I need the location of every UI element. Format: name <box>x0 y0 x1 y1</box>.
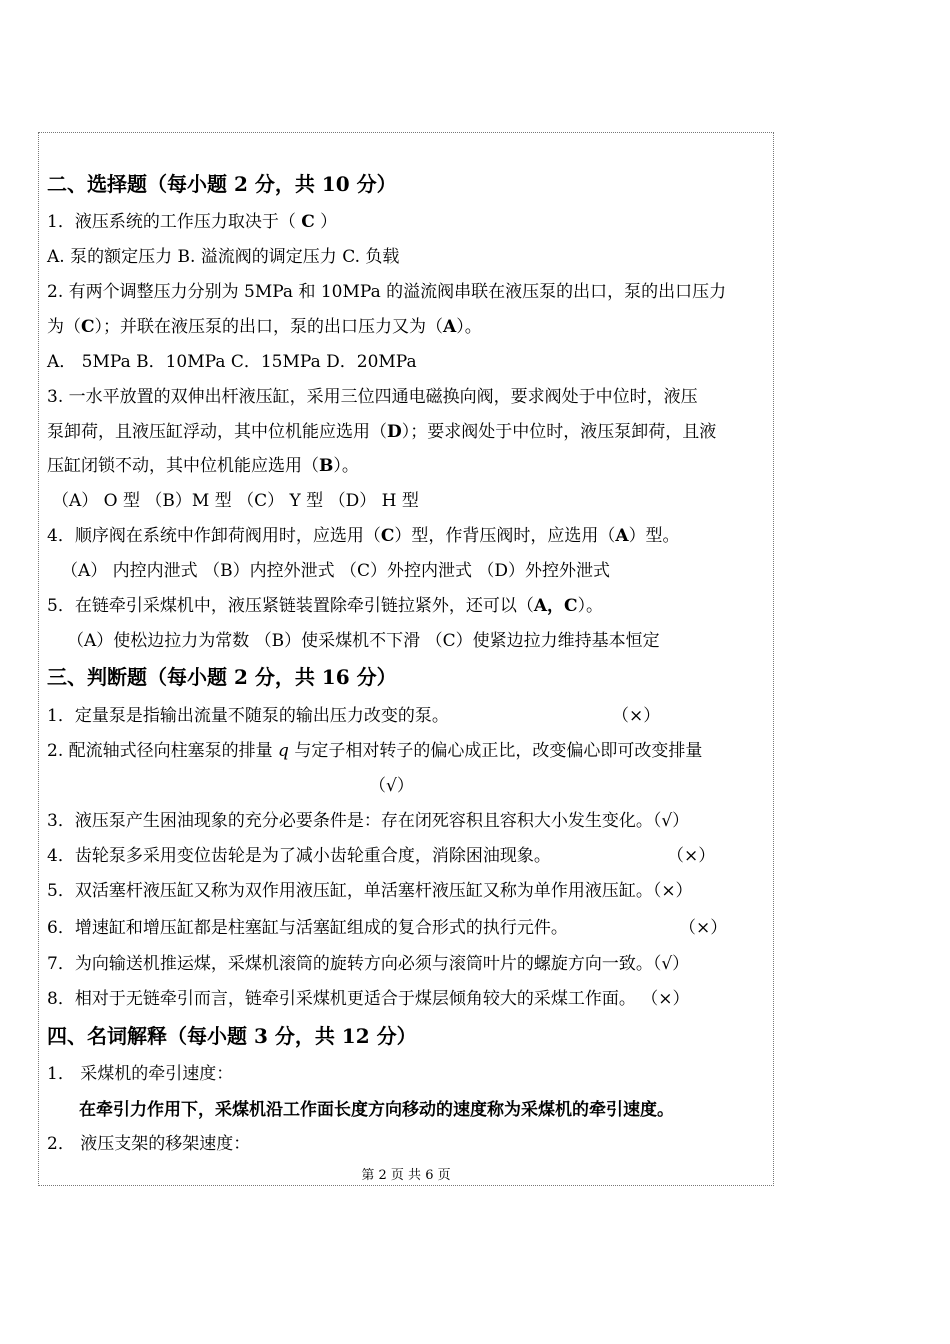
judge-q1-text: 1．定量泵是指输出流量不随泵的输出压力改变的泵。 <box>47 706 449 726</box>
choice-q3-options: （A） O 型 （B）M 型 （C） Y 型 （D） H 型 <box>52 491 419 511</box>
judge-q2-variable: q <box>278 741 289 761</box>
judge-q8: 8．相对于无链牵引而言，链牵引采煤机更适合于煤层倾角较大的采煤工作面。 （×） <box>47 989 690 1009</box>
page-number: 第 2 页 共 6 页 <box>361 1168 451 1183</box>
judge-q2-mark: （√） <box>369 776 414 796</box>
choice-q2-answer-2: A <box>443 317 457 337</box>
choice-q2-text-a: 为（ <box>47 317 81 337</box>
choice-q2-line2 <box>47 316 482 338</box>
judge-q2 <box>47 740 702 762</box>
choice-q4-answer-1: C <box>380 526 395 546</box>
judge-q4-mark: （×） <box>667 846 716 866</box>
choice-q1-options: A. 泵的额定压力 B. 溢流阀的调定压力 C. 负载 <box>47 247 400 267</box>
term-q2: 2． 液压支架的移架速度： <box>47 1134 251 1154</box>
choice-q3-line3 <box>47 455 359 477</box>
section-title-choice: 二、选择题（每小题 2 分，共 10 分） <box>47 172 397 196</box>
judge-q3: 3．液压泵产生困油现象的充分必要条件是：存在闭死容积且容积大小发生变化。（√） <box>47 811 690 831</box>
judge-q2-text-b: 与定子相对转子的偏心成正比，改变偏心即可改变排量 <box>288 741 703 761</box>
choice-q3-text-d: ）。 <box>333 456 359 476</box>
choice-q5 <box>47 595 603 617</box>
term-q1-answer: 在牵引力作用下，采煤机沿工作面长度方向移动的速度称为采煤机的牵引速度。 <box>79 1100 674 1120</box>
judge-q4-text: 4．齿轮泵多采用变位齿轮是为了减小齿轮重合度，消除困油现象。 <box>47 846 551 866</box>
choice-q5-text-b: ）。 <box>577 596 604 616</box>
choice-q3-answer-1: D <box>387 422 402 442</box>
choice-q4 <box>47 525 680 547</box>
choice-q4-text-b: ）型，作背压阀时，应选用（ <box>394 526 616 546</box>
choice-q3-line1: 3. 一水平放置的双伸出杆液压缸，采用三位四通电磁换向阀，要求阀处于中位时，液压 <box>47 387 698 407</box>
judge-q6-text: 6．增速缸和增压缸都是柱塞缸与活塞缸组成的复合形式的执行元件。 <box>47 918 568 938</box>
choice-q2-options: A． 5MPa B．10MPa C．15MPa D．20MPa <box>47 352 417 372</box>
choice-q2-text-b: ）；并联在液压泵的出口，泵的出口压力又为（ <box>94 317 444 337</box>
choice-q2-line1: 2. 有两个调整压力分别为 5MPa 和 10MPa 的溢流阀串联在液压泵的出口，泵的出口压力 <box>47 282 727 302</box>
choice-q4-text-a: 4．顺序阀在系统中作卸荷阀用时，应选用（ <box>47 526 381 546</box>
choice-q5-options: （A）使松边拉力为常数 （B）使采煤机不下滑 （C）使紧边拉力维持基本恒定 <box>67 631 660 651</box>
choice-q3-text-b: ）；要求阀处于中位时，液压泵卸荷，且液 <box>401 422 717 442</box>
judge-q2-text-a: 2. 配流轴式径向柱塞泵的排量 <box>47 741 279 761</box>
choice-q5-answer: A，C <box>533 596 578 616</box>
judge-q6-mark: （×） <box>679 918 728 938</box>
section-title-judge: 三、判断题（每小题 2 分，共 16 分） <box>47 665 397 689</box>
choice-q3-text-a: 泵卸荷，且液压缸浮动，其中位机能应选用（ <box>47 422 387 442</box>
choice-q3-answer-2: B <box>319 456 334 476</box>
choice-q5-text-a: 5．在链牵引采煤机中，液压紧链装置除牵引链拉紧外，还可以（ <box>47 596 534 616</box>
choice-q1-close: ） <box>314 212 338 232</box>
choice-q2-answer-1: C <box>81 317 95 337</box>
choice-q3-line2 <box>47 421 716 443</box>
choice-q4-answer-2: A <box>615 526 629 546</box>
choice-q1 <box>47 211 337 233</box>
section-title-terms: 四、名词解释（每小题 3 分，共 12 分） <box>47 1024 417 1048</box>
choice-q4-text-c: ）型。 <box>628 526 680 546</box>
judge-q5: 5．双活塞杆液压缸又称为双作用液压缸，单活塞杆液压缸又称为单作用液压缸。（×） <box>47 881 693 901</box>
term-q1: 1． 采煤机的牵引速度： <box>47 1064 234 1084</box>
choice-q1-text: 1．液压系统的工作压力取决于（ <box>47 212 302 232</box>
choice-q4-options: （A） 内控内泄式 （B）内控外泄式 （C）外控内泄式 （D）外控外泄式 <box>61 561 611 581</box>
choice-q1-answer: C <box>301 212 315 232</box>
judge-q7: 7．为向输送机推运煤，采煤机滚筒的旋转方向必须与滚筒叶片的螺旋方向一致。（√） <box>47 954 690 974</box>
judge-q1-mark: （×） <box>612 706 661 726</box>
choice-q2-text-c: ）。 <box>456 317 482 337</box>
choice-q3-text-c: 压缸闭锁不动，其中位机能应选用（ <box>47 456 319 476</box>
